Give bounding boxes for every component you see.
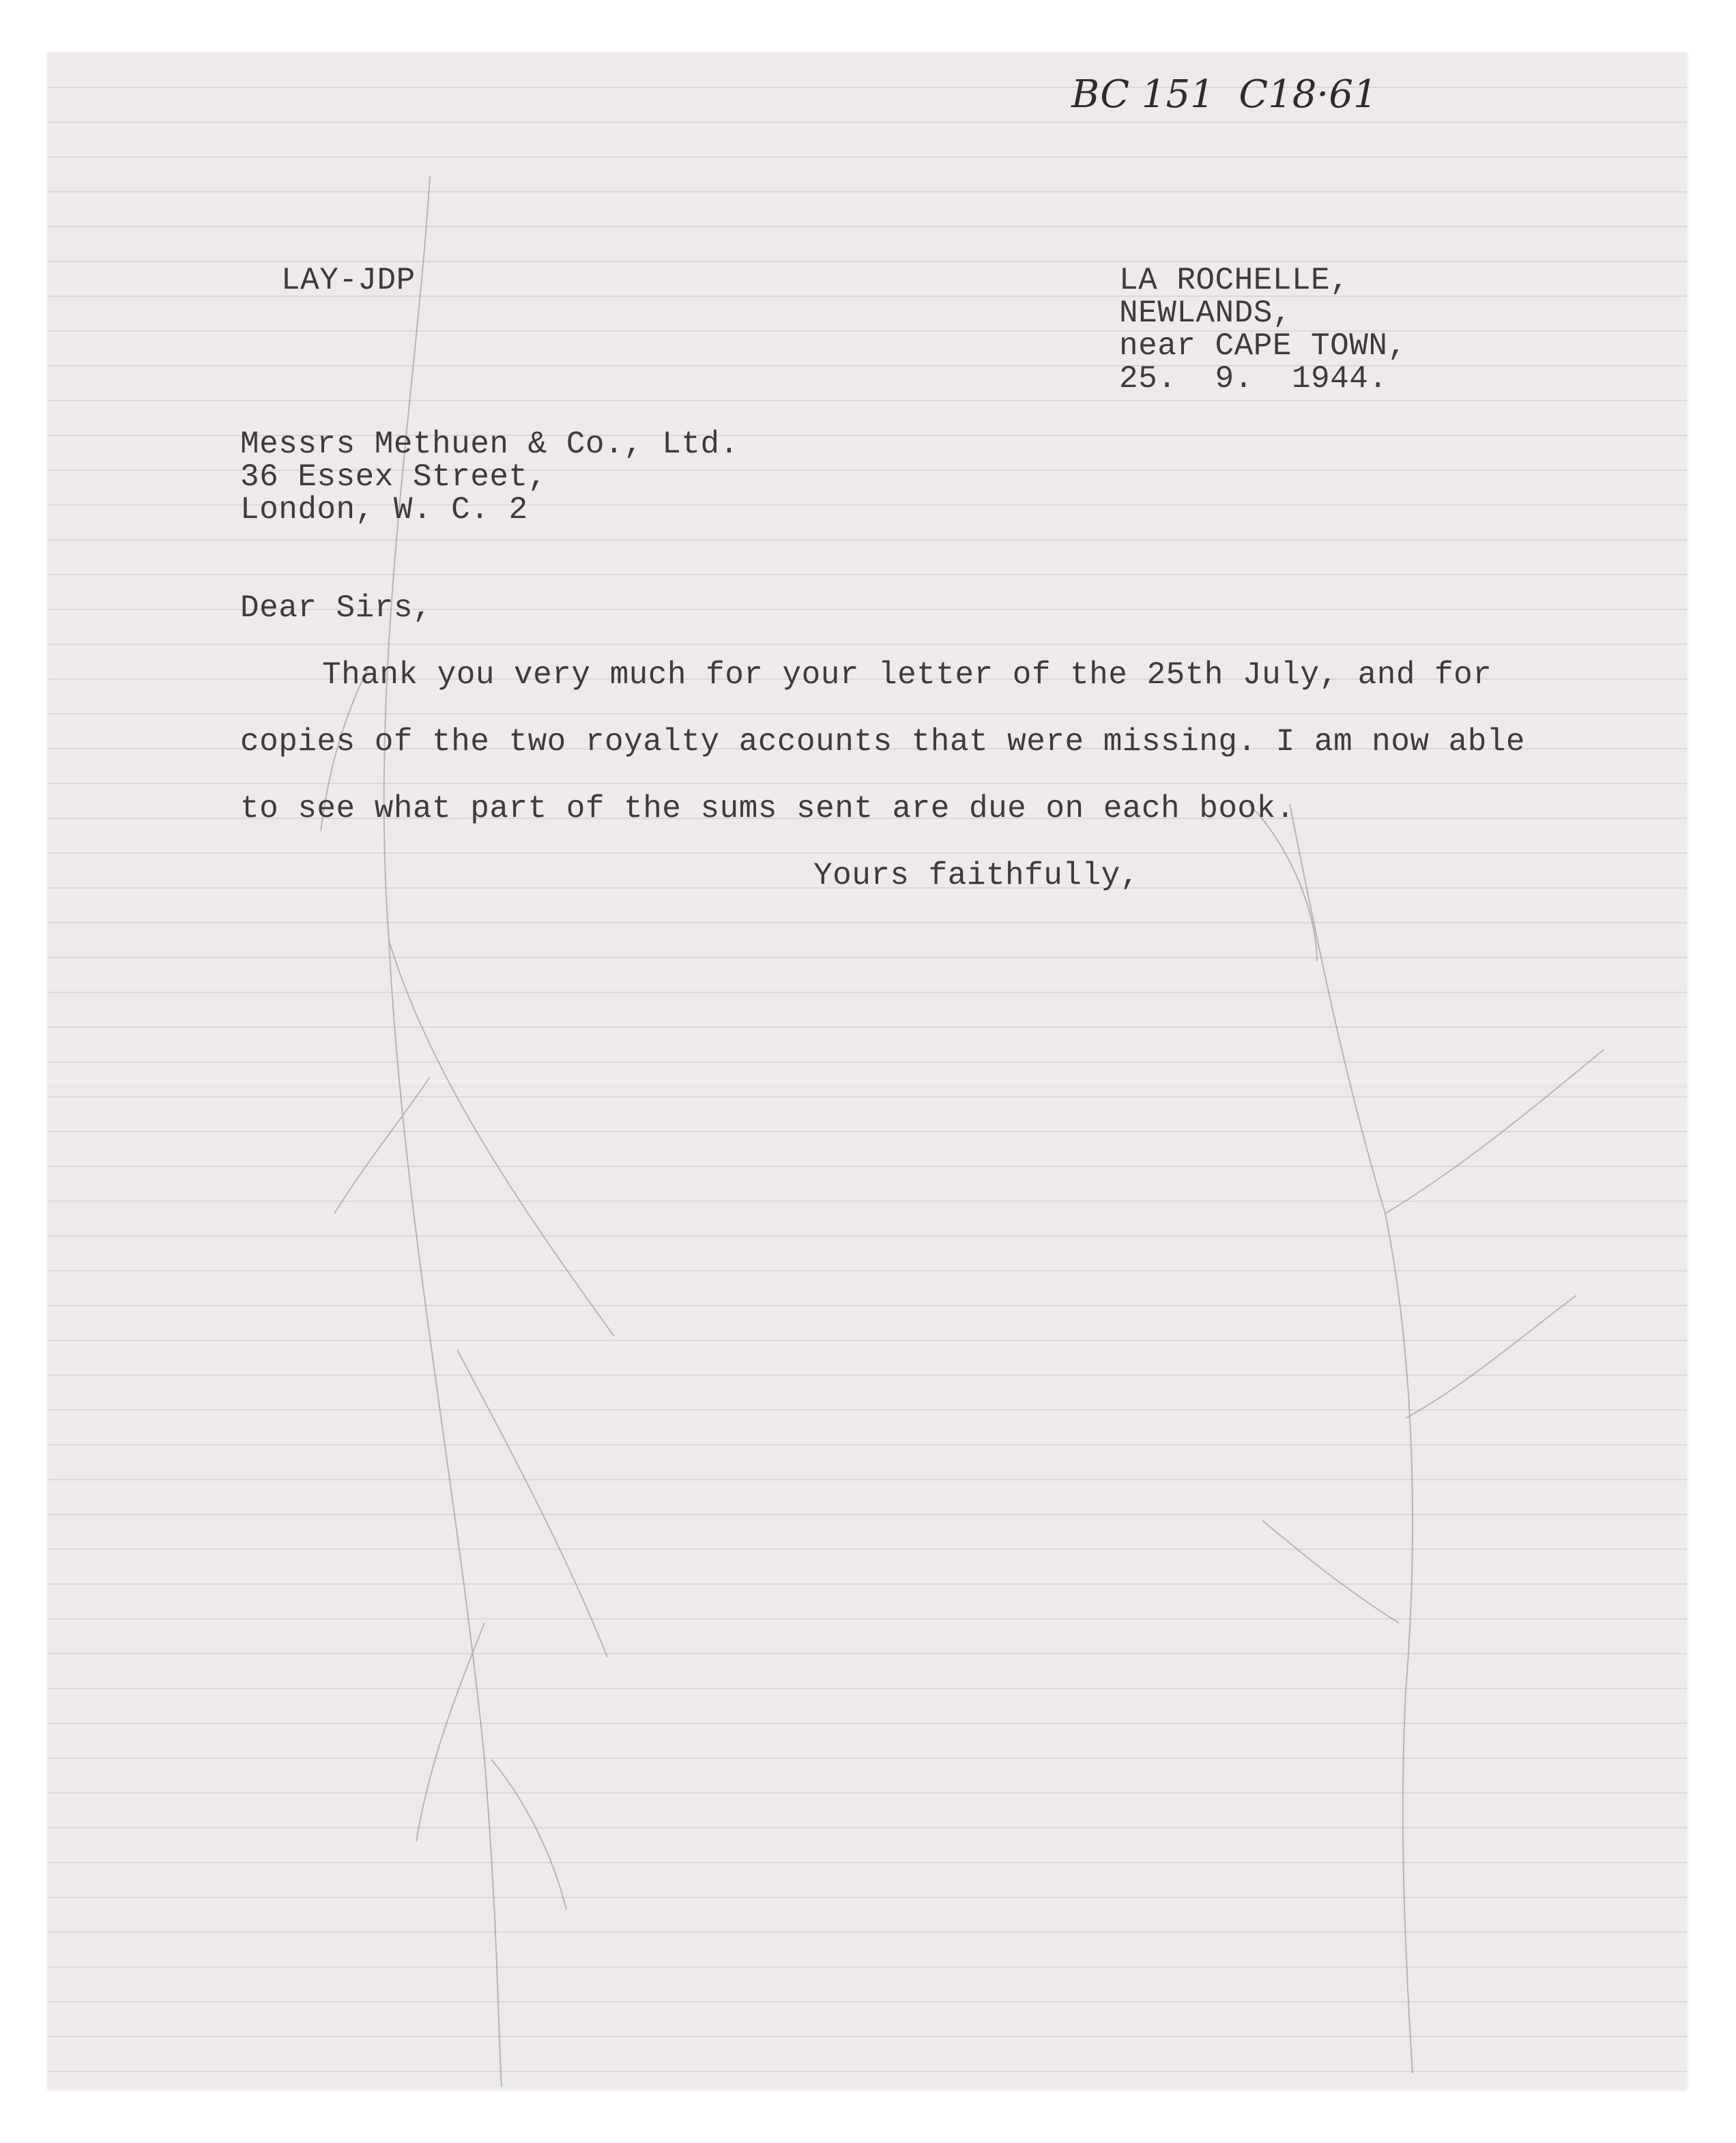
body-line: Thank you very much for your letter of the 25th July, and for <box>322 657 1492 693</box>
body-line: copies of the two royalty accounts that were missing. I am now able <box>240 724 1526 760</box>
recipient-line: London, W. C. 2 <box>240 492 528 528</box>
sender-address-line: near CAPE TOWN, <box>1119 328 1407 364</box>
sender-address-line: NEWLANDS, <box>1119 296 1292 331</box>
pencil-scribble-marks <box>48 53 1687 2090</box>
recipient-line: 36 Essex Street, <box>240 459 547 495</box>
reference-code: LAY-JDP <box>281 263 416 298</box>
closing: Yours faithfully, <box>813 858 1140 893</box>
letter-date: 25. 9. 1944. <box>1119 361 1388 397</box>
body-line: to see what part of the sums sent are due on each book. <box>240 791 1295 826</box>
letter-sheet <box>48 53 1687 2090</box>
salutation: Dear Sirs, <box>240 590 433 626</box>
sender-address-line: LA ROCHELLE, <box>1119 263 1350 298</box>
archive-reference: BC 151 C18·61 <box>1071 72 1378 117</box>
recipient-line: Messrs Methuen & Co., Ltd. <box>240 427 739 462</box>
